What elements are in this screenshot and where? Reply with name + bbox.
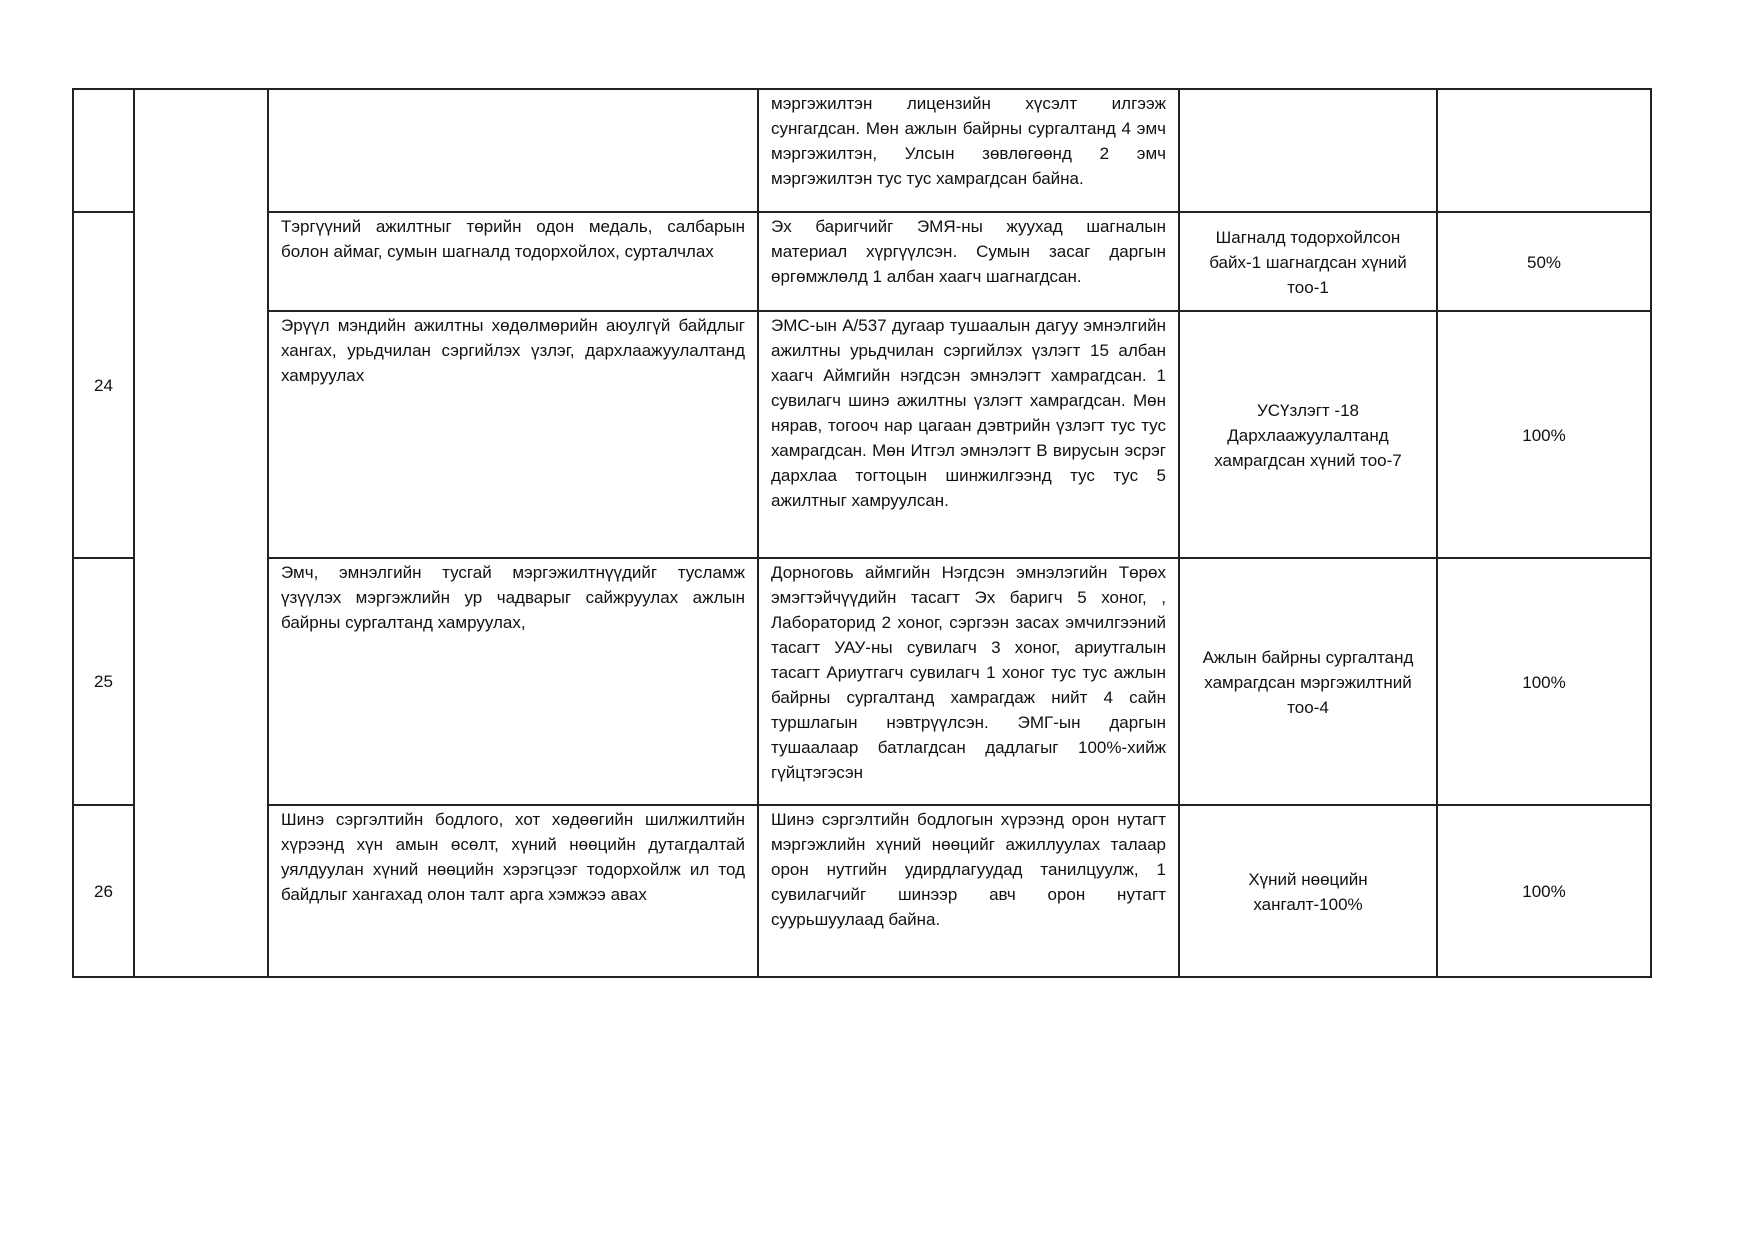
percent-cell [1437,89,1651,212]
row-number-cell [73,89,134,212]
row-number: 26 [94,881,113,901]
indicator-cell [1179,311,1437,558]
row-number-cell [73,558,134,805]
result-cell [758,805,1179,977]
table-row [73,311,1651,558]
percent-cell [1437,805,1651,977]
indicator-cell [1179,212,1437,311]
indicator-text: Ажлын байрны сургалтанд хамрагдсан мэргэжилтний тоо-4 [1202,647,1414,717]
percent-text: 100% [1522,425,1566,445]
task-cell [268,89,758,212]
result-text: Эх баригчийг ЭМЯ-ны жуухад шагналын материал хүргүүлсэн. Сумын засаг даргын өргөмжлөлд 1 албан хаагч шагнагдсан. [771,217,1166,286]
result-cell [758,558,1179,805]
row-number: 25 [94,672,113,691]
row-number-cell [73,805,134,977]
task-text: Эмч, эмнэлгийн тусгай мэргэжилтнүүдийг тусламж үзүүлэх мэргэжлийн ур чадварыг сайжруулах ажлын байрны сургалтанд хамруулах, [281,563,745,632]
task-text: Эрүүл мэндийн ажилтны хөдөлмөрийн аюулгүй байдлыг хангах, урьдчилан сэргийлэх үзлэг, дархлаажуулалтанд хамруулах [281,316,745,385]
table-row [73,558,1651,805]
task-cell [268,558,758,805]
task-text: Тэргүүний ажилтныг төрийн одон медаль, салбарын болон аймаг, сумын шагналд тодорхойлох, сурталчлах [281,217,745,261]
task-cell [268,805,758,977]
result-cell [758,311,1179,558]
row-number-cell [73,212,134,558]
indicator-text: УСҮзлэгт -18 Дархлаажуулалтанд хамрагдсан хүний тоо-7 [1214,400,1402,470]
activity-report-table [72,88,1652,978]
result-text: мэргэжилтэн лицензийн хүсэлт илгээж сунгагдсан. Мөн ажлын байрны сургалтанд 4 эмч мэргэжилтэн, Улсын зөвлөгөөнд 2 эмч мэргэжилтэн тус тус хамрагдсан байна. [771,94,1166,188]
indicator-cell [1179,805,1437,977]
table-row [73,89,1651,212]
task-cell [268,212,758,311]
percent-text: 50% [1526,252,1562,272]
task-cell [268,311,758,558]
indicator-text: Шагналд тодорхойлсон байх-1 шагнагдсан хүний тоо-1 [1209,227,1407,297]
indicator-cell [1179,558,1437,805]
result-text: Шинэ сэргэлтийн бодлогын хүрээнд орон нутагт мэргэжлийн хүний нөөцийг ажиллуулах талаар орон нутгийн удирдлагуудад танилцуулж, 1 сувилагчийг шинээр авч орон нутагт суурьшуулаад байна. [771,810,1166,929]
merged-empty-column [134,89,268,977]
result-text: ЭМС-ын А/537 дугаар тушаалын дагуу эмнэлгийн ажилтны урьдчилан сэргийлэх үзлэгт 15 албан хаагч Аймгийн нэгдсэн эмнэлэгт хамрагдсан. 1 сувилагч шинэ ажилтны үзлэгт хамрагдсан. Мөн нярав, тогооч нар цагаан дэвтрийн үзлэгт тус тус хамрагдсан. Мөн Итгэл эмнэлэгт В вирусын эсрэг дархлаа тогтоцын шинжилгээнд тус тус 5 ажилтныг хамруулсан. [771,316,1166,510]
percent-text: 100% [1522,672,1566,692]
percent-cell [1437,311,1651,558]
percent-cell [1437,558,1651,805]
result-cell [758,89,1179,212]
task-text: Шинэ сэргэлтийн бодлого, хот хөдөөгийн шилжилтийн хүрээнд хүн амын өсөлт, хүний нөөцийн дутагдалтай уялдуулан хүний нөөцийн хэрэгцээг тодорхойлж ил тод байдлыг хангахад олон талт арга хэмжээ авах [281,810,745,904]
indicator-text: Хүний нөөцийн хангалт-100% [1248,869,1368,914]
row-number: 24 [94,375,113,395]
indicator-cell [1179,89,1437,212]
percent-cell [1437,212,1651,311]
table-row [73,805,1651,977]
percent-text: 100% [1522,882,1566,901]
result-cell [758,212,1179,311]
table-row [73,212,1651,311]
result-text: Дорноговь аймгийн Нэгдсэн эмнэлэгийн Төрөх эмэгтэйчүүдийн тасагт Эх баригч 5 хоног, , Лабораторид 2 хоног, сэргээн засах эмчилгээний тасагт УАУ-ны сувилагч 3 хоног, ариутгалын тасагт Ариутгагч сувилагч 1 хоног тус тус ажлын байрны сургалтанд хамрагдаж нийт 4 сайн туршлагын нэвтрүүлсэн. ЭМГ-ын даргын тушаалаар батлагдсан дадлагыг 100%-хийж гүйцтэгэсэн [771,563,1166,782]
